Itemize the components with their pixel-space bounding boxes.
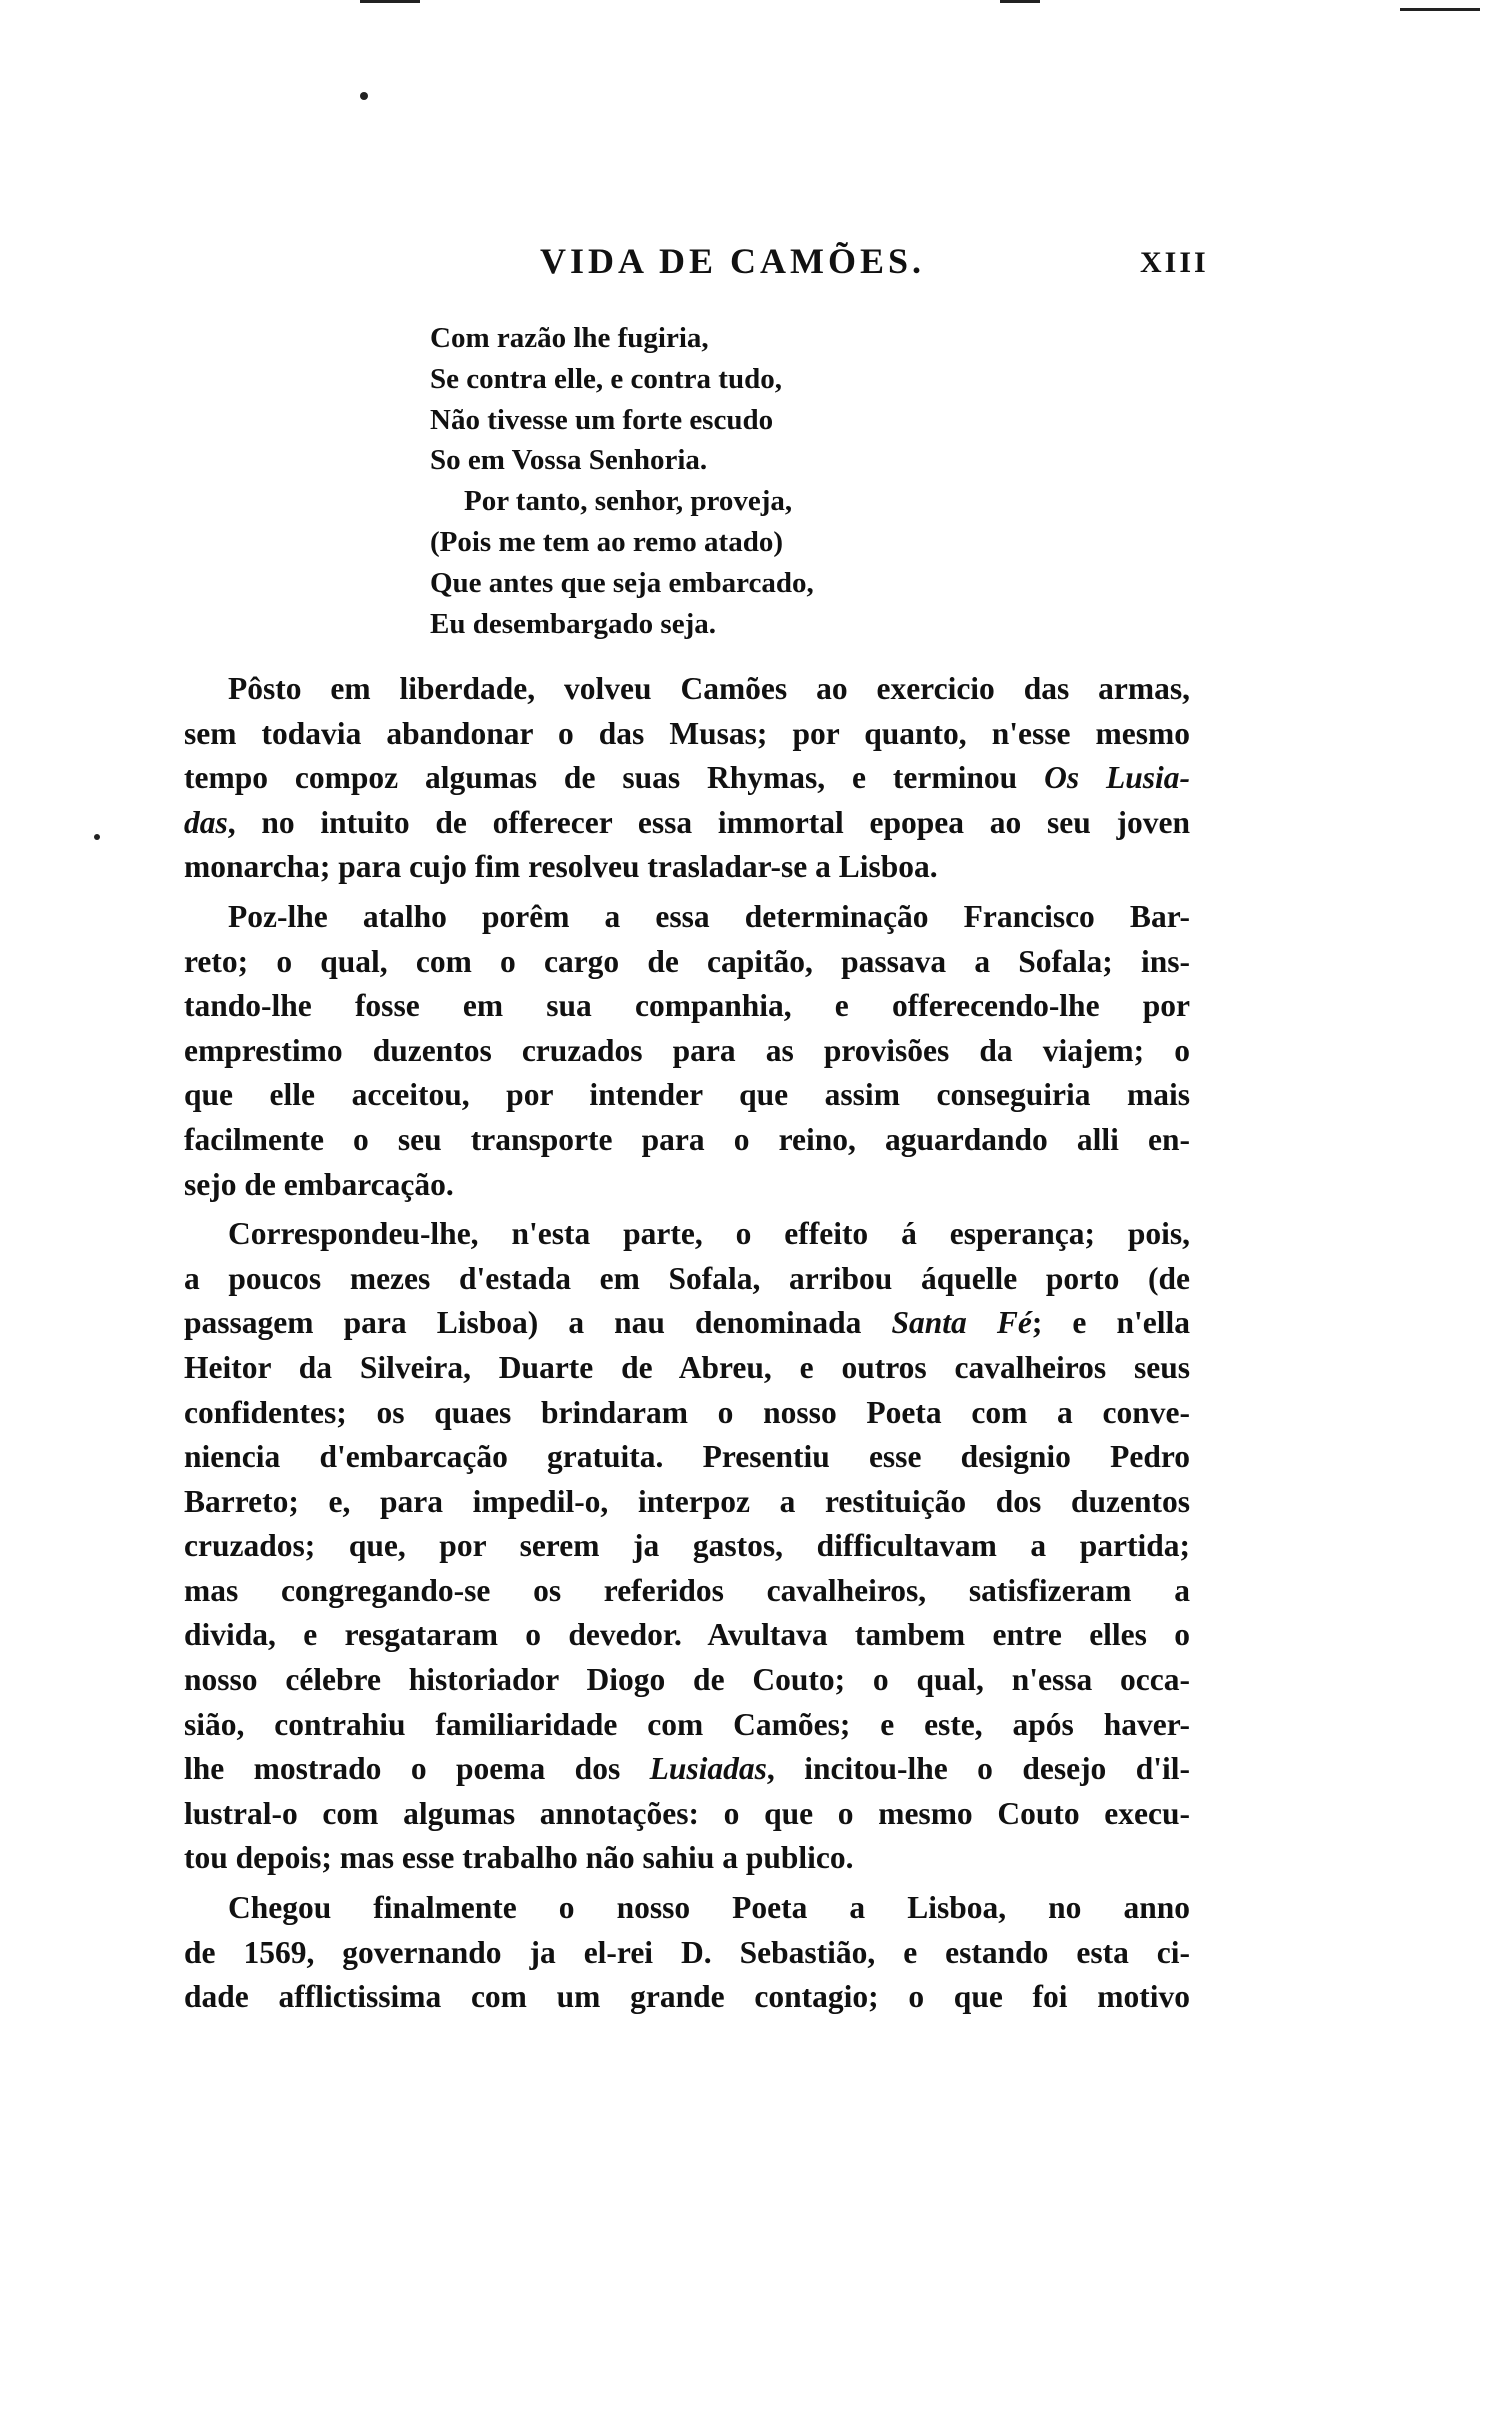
verse-line: (Pois me tem ao remo atado) (430, 525, 783, 558)
text-line: confidentes; os quaes brindaram o nosso Poeta com a conve- (184, 1394, 1190, 1430)
text-line: de 1569, governando ja el-rei D. Sebastião, e estando esta ci- (184, 1934, 1190, 1970)
text-line: das, no intuito de offerecer essa immortal epopea ao seu joven (184, 804, 1190, 840)
text-line: Pôsto em liberdade, volveu Camões ao exercicio das armas, (228, 671, 1190, 706)
text-line: lhe mostrado o poema dos Lusiadas, incitou-lhe o desejo d'il- (184, 1751, 1190, 1787)
text-line: tempo compoz algumas de suas Rhymas, e terminou Os Lusia- (184, 760, 1190, 796)
text-line: que elle acceitou, por intender que assim conseguiria mais (184, 1077, 1190, 1113)
text-line: sião, contrahiu familiaridade com Camões; e este, após haver- (184, 1706, 1190, 1742)
text-line: divida, e resgataram o devedor. Avultava tambem entre elles o (184, 1617, 1190, 1653)
text-line: emprestimo duzentos cruzados para as provisões da viajem; o (184, 1032, 1190, 1068)
verse-line: Que antes que seja embarcado, (430, 566, 814, 599)
running-header-title: VIDA DE CAMÕES. (540, 241, 926, 281)
text-line: mas congregando-se os referidos cavalheiros, satisfizeram a (184, 1572, 1190, 1608)
paragraph (184, 1212, 1190, 1881)
text-line: Correspondeu-lhe, n'esta parte, o effeito á esperança; pois, (228, 1216, 1190, 1252)
scan-edge-mark (1000, 0, 1040, 3)
verse-line: Com razão lhe fugiria, (430, 322, 709, 354)
scan-edge-mark (1400, 8, 1480, 11)
verse-line: Se contra elle, e contra tudo, (430, 362, 782, 395)
verse-line: Por tanto, senhor, proveja, (464, 485, 793, 518)
text-line: sem todavia abandonar o das Musas; por quanto, n'esse mesmo (184, 715, 1190, 751)
text-line: reto; o qual, com o cargo de capitão, passava a Sofala; ins- (184, 943, 1190, 979)
text-line: monarcha; para cujo fim resolveu trasladar-se a Lisboa. (184, 849, 938, 885)
paragraph (184, 895, 1190, 1207)
text-line: dade afflictissima com um grande contagio; o que foi motivo (184, 1979, 1190, 2015)
verse-line: Eu desembargado seja. (430, 607, 716, 640)
paragraph (184, 667, 1190, 890)
text-line: a poucos mezes d'estada em Sofala, arribou áquelle porto (de (184, 1260, 1190, 1296)
text-line: passagem para Lisboa) a nau denominada Santa Fé; e n'ella (184, 1305, 1191, 1341)
text-line: tou depois; mas esse trabalho não sahiu a publico. (184, 1840, 854, 1876)
scan-edge-mark (360, 0, 420, 3)
text-line: Poz-lhe atalho porêm a essa determinação Francisco Bar- (228, 898, 1190, 934)
verse-block (430, 318, 1030, 644)
paragraph (184, 1886, 1190, 2020)
scan-speck (360, 92, 368, 100)
page-number: XIII (1140, 246, 1209, 279)
body-text (184, 667, 1190, 2020)
text-line: Heitor da Silveira, Duarte de Abreu, e outros cavalheiros seus (184, 1349, 1190, 1385)
text-line: sejo de embarcação. (184, 1166, 454, 1202)
text-line: Chegou finalmente o nosso Poeta a Lisboa, no anno (228, 1890, 1190, 1926)
scan-speck (94, 834, 100, 840)
text-line: cruzados; que, por serem ja gastos, difficultavam a partida; (184, 1528, 1190, 1564)
text-line: niencia d'embarcação gratuita. Presentiu esse designio Pedro (184, 1439, 1190, 1475)
text-line: Barreto; e, para impedil-o, interpoz a restituição dos duzentos (184, 1483, 1190, 1519)
text-line: lustral-o com algumas annotações: o que o mesmo Couto execu- (184, 1795, 1190, 1831)
text-line: nosso célebre historiador Diogo de Couto; o qual, n'essa occa- (184, 1662, 1190, 1698)
verse-line: Não tivesse um forte escudo (430, 403, 774, 436)
verse-line: So em Vossa Senhoria. (430, 444, 708, 477)
text-line: facilmente o seu transporte para o reino, aguardando alli en- (184, 1121, 1190, 1157)
text-line: tando-lhe fosse em sua companhia, e offerecendo-lhe por (184, 988, 1190, 1024)
